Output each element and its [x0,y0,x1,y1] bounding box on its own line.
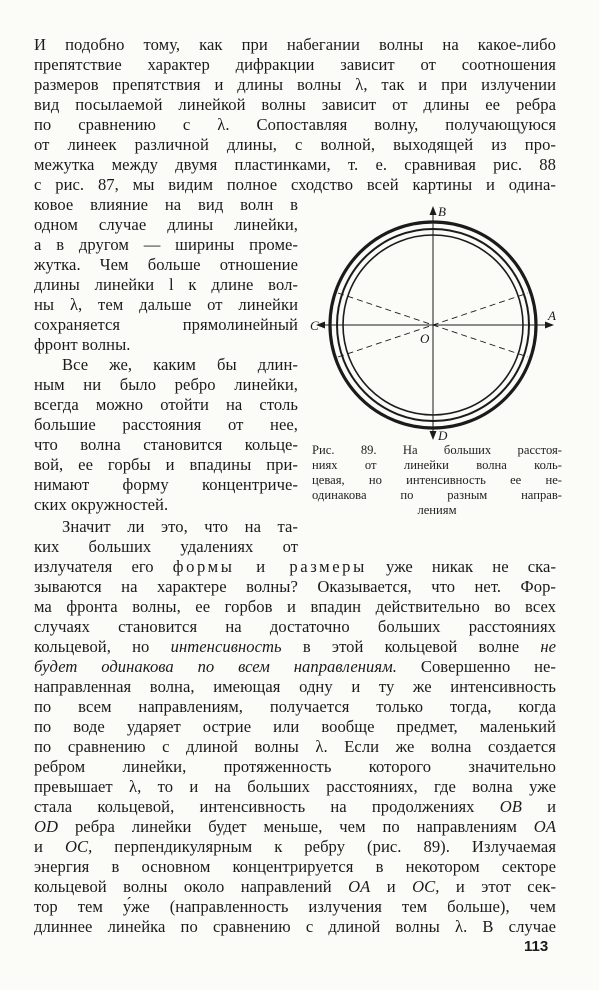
text-line: одном случае длины линейки, [34,215,298,234]
figure-caption-line: одинакова по разным направ- [312,488,562,502]
text-line: жутка. Чем больше отношение [34,255,298,274]
text-line: от линеек различной длины, с волной, выходящей из про- [34,135,556,154]
text-line: вид посылаемой линейкой волны зависит от длины ее ребра [34,95,556,114]
label-d: D [438,428,448,442]
text-line: вой, ее горбы и впадины при- [34,455,298,474]
text-line: фронт волны. [34,335,131,354]
text-line: ны λ, тем дальше от линейки [34,295,298,314]
text-line: Значит ли это, что на та- [62,517,298,536]
text-line: по сравнению с λ. Сопоставляя волну, получающуюся [34,115,556,134]
text-line: зываются на характере волны? Оказывается, что нет. Фор- [34,577,556,596]
text-line: ма фронта волны, ее горбов и впадин действительно во всех [34,597,556,616]
text-line: ковое влияние на вид волн в [34,195,298,214]
arrowhead-b [430,206,437,215]
text-line: направленная волна, имеющая одну и ту же интенсивность [34,677,556,696]
figure-caption-line: цевая, но интенсивность ее не- [312,473,562,487]
text-line: что волна становится кольце- [34,435,298,454]
text-line: по воде ударяет острие или вообще предмет, маленький [34,717,556,736]
text-line: нимают форму концентриче- [34,475,298,494]
text-line: излучателя его формы и размеры уже никак не ска- [34,557,556,576]
text-line: длиннее линейка по сравнению с длиной волны λ. В случае [34,917,556,936]
text-line: И подобно тому, как при набегании волны на какое-либо [34,35,556,54]
text-line: по сравнению с длиной волны λ. Если же волна создается [34,737,556,756]
text-line: большие расстояния от нее, [34,415,298,434]
text-line: и OC, перпендикулярным к ребру (рис. 89). Излучаемая [34,837,556,856]
text-line: ких больших удалениях от [34,537,298,556]
label-b: B [438,204,446,219]
label-o: O [420,331,430,346]
text-line: всегда можно отойти на столь [34,395,298,414]
label-a: A [548,308,556,323]
arrowhead-d [430,431,437,440]
page-number: 113 [524,938,549,955]
label-c: C [310,318,319,333]
text-line: случаях становится на достаточно больших расстояниях [34,617,556,636]
text-line: ребром линейки, протяженность которого значительно [34,757,556,776]
text-line: превышает λ, то и на больших расстояниях, где волна уже [34,777,556,796]
text-line: размеров препятствия и длины волны λ, так и при излучении [34,75,556,94]
figure-caption-line: Рис. 89. На больших расстоя- [312,443,562,457]
text-line: кольцевой, но интенсивность в этой кольцевой волне не [34,637,556,656]
text-line: препятствие характер дифракции зависит от соотношения [34,55,556,74]
text-line: межутка между двумя пластинками, т. е. сравнивая рис. 88 [34,155,556,174]
text-line: стала кольцевой, интенсивность на продолжениях OB и [34,797,556,816]
text-line: длины линейки l к длине вол- [34,275,298,294]
text-line: сохраняется прямолинейный [34,315,298,334]
text-line: тор тем у́же (направленность излучения тем больше), чем [34,897,556,916]
text-line: кольцевой волны около направлений OA и OC, и этот сек- [34,877,556,896]
text-line: энергия в основном концентрируется в некотором секторе [34,857,556,876]
text-line: ным ни было ребро линейки, [34,375,298,394]
figure-89-diagram [305,204,567,442]
text-line: будет одинакова по всем направлениям. Совершенно не- [34,657,556,676]
text-line: Все же, каким бы длин- [62,355,298,374]
text-line: OD ребра линейки будет меньше, чем по направлениям OA [34,817,556,836]
text-line: ских окружностей. [34,495,169,514]
figure-caption-line: лениям [417,503,457,517]
text-line: а в другом — ширины проме- [34,235,298,254]
text-line: по всем направлениям, получается только тогда, когда [34,697,556,716]
figure-caption-line: ниях от линейки волна коль- [312,458,562,472]
text-line: с рис. 87, мы видим полное сходство всей картины и одина- [34,175,556,194]
